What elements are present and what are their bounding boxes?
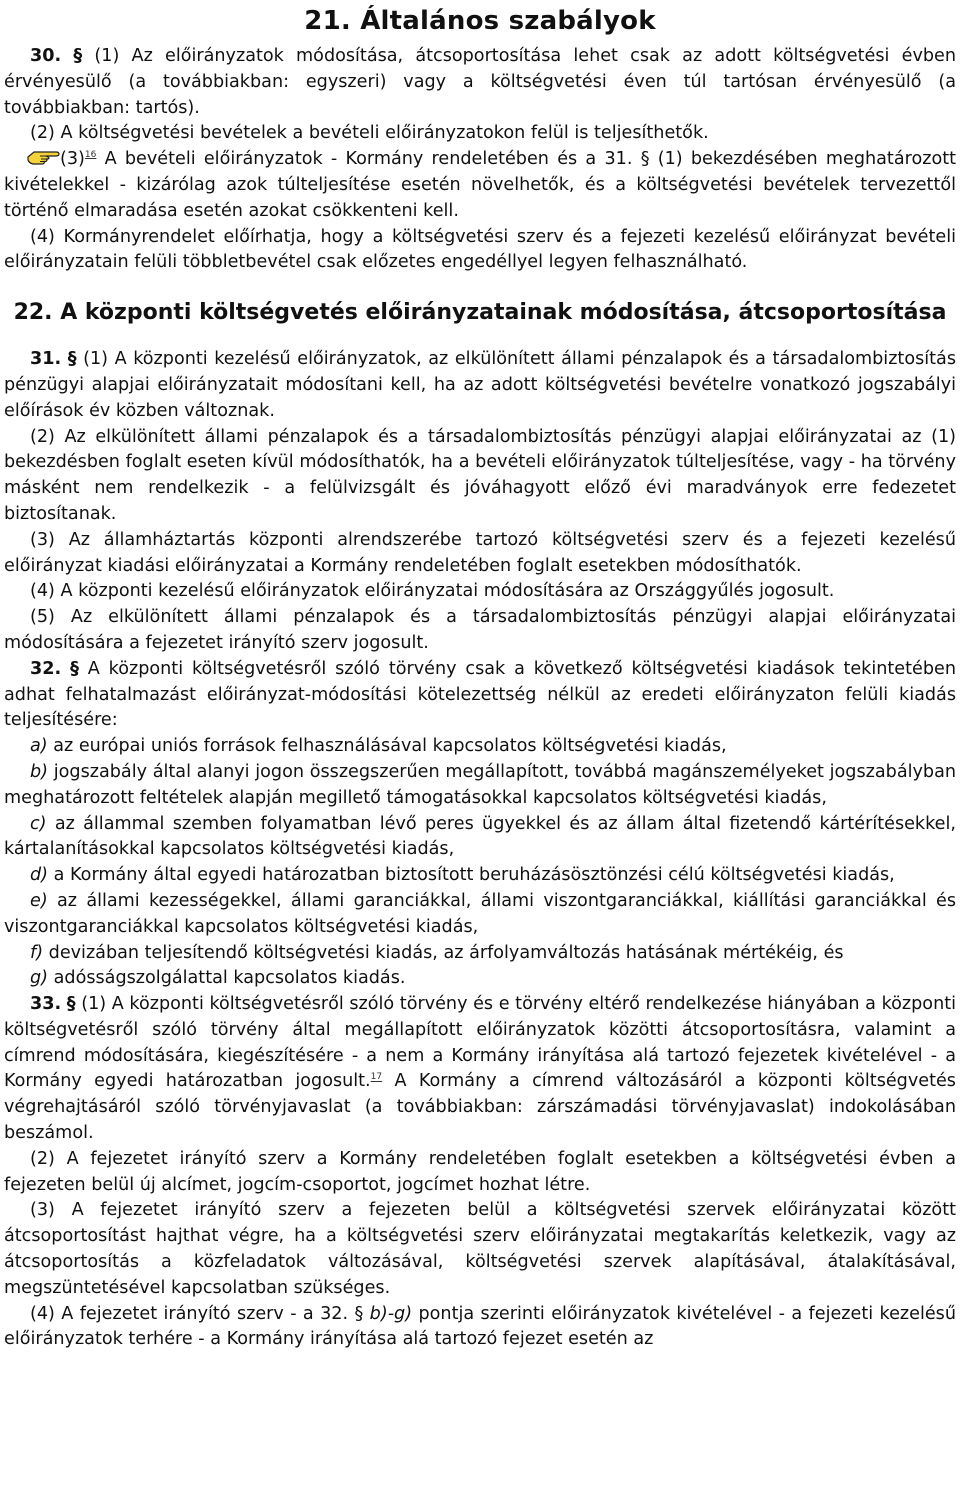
s31-paragraph-4 <box>4 579 956 605</box>
s33-p1-text-a: (1) A központi költségvetésről szóló törvény és e törvény eltérő rendelkezése hiányában a központi költségvetésről szóló törvény által megállapított előirányzatok közötti átcsoportosításra, valamint a címrend módosítására, kiegészítésére - a nem a Kormány irányítása alá tartozó fejezetek kivételével - a Kormány egyedi határozatban jogosult. <box>4 994 957 1092</box>
s32-item-letter: d) <box>30 865 49 886</box>
s33-p4-text-a: (4) A fejezetet irányító szerv - a 32. <box>30 1303 349 1324</box>
s31-p5-text: (5) Az elkülönített állami pénzalapok és a társadalombiztosítás pénzügyi alapjai előirányzatai módosítására a fejezetet irányító szerv jogosult. <box>4 607 956 653</box>
s32-item-letter: c) <box>30 813 47 834</box>
s32-item-d <box>4 863 956 889</box>
s32-item-text: devizában teljesítendő költségvetési kiadás, az árfolyamváltozás hatásának mértékéig, és <box>43 942 844 963</box>
footnote-link-16[interactable]: 16 <box>84 150 97 161</box>
s33-section-sign: § <box>66 994 76 1015</box>
s32-item-c <box>4 812 956 864</box>
s30-section-sign: § <box>73 46 83 66</box>
s31-section-sign: § <box>67 349 77 370</box>
s33-p3-text: (3) A fejezetet irányító szerv a fejezeten belül a költségvetési szervek előirányzatai között átcsoportosítást hajthat végre, ha a költségvetési szerv előirányzatai megtakarítás keletkezik, vagy az átcsoportosítás a közfeladatok változásával, költségvetési szervek alapításával, átalakításával, megszüntetésével kapcsolatban szükséges. <box>4 1200 956 1298</box>
document-body <box>0 44 960 1353</box>
s32-intro <box>4 657 956 734</box>
s33-p2-text: (2) A fejezetet irányító szerv a Kormány rendeletében foglalt esetekben a költségvetési évben a fejezeten belül új alcímet, jogcím-csoportot, jogcímet hozhat létre. <box>4 1148 956 1195</box>
s33-paragraph-2 <box>4 1147 956 1199</box>
s33-number: 33. <box>30 994 62 1015</box>
s31-number: 31. <box>30 349 62 370</box>
s32-item-text: az európai uniós források felhasználásával kapcsolatos költségvetési kiadás, <box>47 736 727 757</box>
s31-paragraph-5 <box>4 605 956 657</box>
s30-paragraph-1 <box>4 44 956 121</box>
footnote-link-17[interactable]: 17 <box>370 1072 383 1083</box>
s31-p2-text: (2) Az elkülönített állami pénzalapok és a társadalombiztosítás pénzügyi alapjai előirányzatai az (1) bekezdésben foglalt eseten kívül módosíthatók, ha a bevételi előirányzatok túlteljesítése, vagy - ha törvény másként nem rendelkezik - a felülvizsgált és jóváhagyott előző évi maradványok erre fedezetet biztosítanak. <box>4 426 956 524</box>
s31-p3-text: (3) Az államháztartás központi alrendszerébe tartozó költségvetési szerv és a fejezeti kezelésű előirányzat kiadási előirányzatai a Kormány rendeletében foglalt esetekben módosíthatók. <box>4 529 956 576</box>
s33-p4-section-sign: § <box>354 1303 364 1324</box>
s32-item-text: az állammal szemben folyamatban lévő peres ügyekkel és az állam által fizetendő kártérítésekkel, kártalanításokkal kapcsolatos költségvetési kiadás, <box>4 813 956 860</box>
s33-p4-letters: b)-g) <box>369 1303 413 1324</box>
s30-paragraph-2 <box>4 121 956 147</box>
s30-p1-text: (1) Az előirányzatok módosítása, átcsoportosítása lehet csak az adott költségvetési évben érvényesülő (a továbbiakban: egyszeri) vagy a költségvetési éven túl tartósan érvényesülő (a továbbiakban: tartós). <box>4 46 957 118</box>
s30-p3-text: A bevételi előirányzatok - Kormány rendeletében és a 31. <box>96 149 633 170</box>
s32-item-letter: a) <box>30 736 48 757</box>
s32-item-f <box>4 941 956 967</box>
section-title: 21. Általános szabályok <box>304 6 656 36</box>
s32-item-text: a Kormány által egyedi határozatban biztosított beruházásösztönzési célú költségvetési kiadás, <box>48 865 895 886</box>
s32-item-text: jogszabály által alanyi jogon összegszerűen megállapított, továbbá magánszemélyeket jogszabályban meghatározott feltételek alapján megillető támogatásokkal kapcsolatos költségvetési kiadás, <box>4 761 956 808</box>
s33-p1-text-b: A Kormány a címrend változásáról a központi költségvetés végrehajtásáról szóló törvényjavaslat (a továbbiakban: zárszámadási törvényjavaslat) indokolásában beszámol. <box>4 1071 956 1144</box>
s32-intro-text: A központi költségvetésről szóló törvény csak a következő költségvetési kiadások tekintetében adhat felhatalmazást előirányzat-módosítási kötelezettség nélkül az eredeti előirányzaton felüli kiadás teljesítésére: <box>4 658 956 731</box>
s30-p3-rest: (1) bekezdésében meghatározott kivételekkel - kizárólag azok túlteljesítése esetén növelhetők, és a költségvetési bevételek tervezettől történő elmaradása esetén azokat csökkenteni kell. <box>4 149 957 221</box>
s30-p3-lead: (3) <box>60 149 85 170</box>
s32-item-g <box>4 966 956 992</box>
s31-paragraph-1 <box>4 347 956 424</box>
s30-paragraph-4 <box>4 225 956 277</box>
s32-item-letter: f) <box>30 942 44 963</box>
subsection-title: 22. A központi költségvetés előirányzatainak módosítása, átcsoportosítása <box>13 300 947 326</box>
s32-item-text: adósságszolgálattal kapcsolatos kiadás. <box>48 968 406 989</box>
s30-p2-text: (2) A költségvetési bevételek a bevételi előirányzatokon felül is teljesíthetők. <box>30 123 709 144</box>
s30-p4-text: (4) Kormányrendelet előírhatja, hogy a költségvetési szerv és a fejezeti kezelésű előirányzat bevételi előirányzatain felüli többletbevétel csak előzetes engedéllyel legyen felhasználható. <box>4 226 956 273</box>
s32-section-sign: § <box>70 658 79 679</box>
s30-number: 30. <box>30 46 62 66</box>
s32-number: 32. <box>30 658 62 679</box>
s31-paragraph-2 <box>4 425 956 528</box>
s32-item-letter: g) <box>30 968 49 989</box>
s33-paragraph-4 <box>4 1302 956 1354</box>
s31-p1-text: (1) A központi kezelésű előirányzatok, az elkülönített állami pénzalapok és a társadalombiztosítás pénzügyi alapjai előirányzatait módosítani kell, ha az adott költségvetési bevételre vonatkozó jogszabályi előírások év közben változnak. <box>4 349 956 421</box>
s30-paragraph-3 <box>4 147 956 224</box>
s32-item-a <box>4 734 956 760</box>
s32-item-letter: b) <box>30 761 49 782</box>
s32-item-e <box>4 889 956 941</box>
s31-paragraph-3 <box>4 528 956 580</box>
s32-item-letter: e) <box>30 890 48 911</box>
s33-paragraph-1 <box>4 992 956 1147</box>
s31-p4-text: (4) A központi kezelésű előirányzatok előirányzatai módosítására az Országgyűlés jogosult. <box>30 581 835 602</box>
s33-p4-text-b: pontja szerinti előirányzatok kivételével - a fejezeti kezelésű előirányzatok terhére - a Kormány irányítása alá tartozó fejezet esetén az <box>4 1303 956 1350</box>
s32-item-text: az állami kezességekkel, állami garanciákkal, állami viszontgaranciákkal, kiállítási garanciákkal és viszontgaranciákkal kapcsolatos költségvetési kiadás, <box>4 890 956 937</box>
s33-paragraph-3 <box>4 1198 956 1301</box>
s30-p3-section-sign: § <box>640 149 650 170</box>
s32-item-b <box>4 760 956 812</box>
pointing-hand-icon[interactable] <box>26 148 60 166</box>
